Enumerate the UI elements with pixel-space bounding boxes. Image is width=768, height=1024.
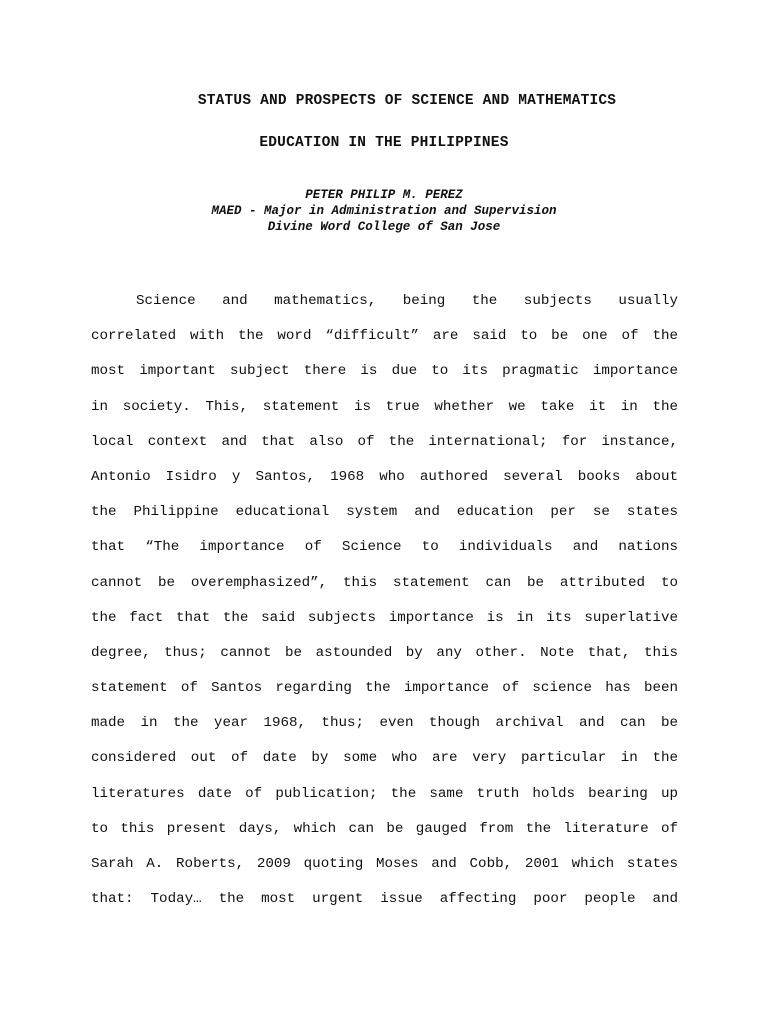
body-line: the fact that the said subjects importance is in its superlative — [91, 609, 678, 626]
author-block — [0, 187, 768, 235]
body-line: that: Today… the most urgent issue affecting poor people and — [91, 891, 678, 908]
body-line: literatures date of publication; the same truth holds bearing up — [91, 785, 678, 802]
body-line: that “The importance of Science to individuals and nations — [91, 539, 678, 556]
body-line: Antonio Isidro y Santos, 1968 who authored several books about — [91, 468, 678, 485]
body-line: Sarah A. Roberts, 2009 quoting Moses and Cobb, 2001 which states — [91, 856, 678, 872]
body-line: local context and that also of the international; for instance, — [91, 433, 678, 450]
author-degree: MAED - Major in Administration and Supervision — [211, 204, 557, 218]
body-line: considered out of date by some who are very particular in the — [91, 750, 678, 767]
author-name: PETER PHILIP M. PEREZ — [305, 188, 463, 202]
body-line: cannot be overemphasized”, this statement can be attributed to — [91, 574, 678, 591]
body-line: to this present days, which can be gauged from the literature of — [91, 820, 678, 837]
author-institution: Divine Word College of San Jose — [267, 220, 501, 234]
body-line: most important subject there is due to its pragmatic importance — [91, 363, 678, 380]
body-line: Science and mathematics, being the subjects usually — [136, 293, 678, 309]
body-line: correlated with the word “difficult” are said to be one of the — [91, 328, 678, 345]
body-line: the Philippine educational system and education per se states — [91, 504, 678, 521]
title-line-2: EDUCATION IN THE PHILIPPINES — [259, 135, 509, 151]
body-line: degree, thus; cannot be astounded by any other. Note that, this — [91, 644, 678, 661]
body-paragraph — [91, 284, 678, 917]
body-line: in society. This, statement is true whether we take it in the — [91, 398, 678, 415]
title-line-1: STATUS AND PROSPECTS OF SCIENCE AND MATHEMATICS — [197, 93, 617, 109]
body-line: statement of Santos regarding the importance of science has been — [91, 680, 678, 697]
body-line: made in the year 1968, thus; even though archival and can be — [91, 715, 678, 732]
